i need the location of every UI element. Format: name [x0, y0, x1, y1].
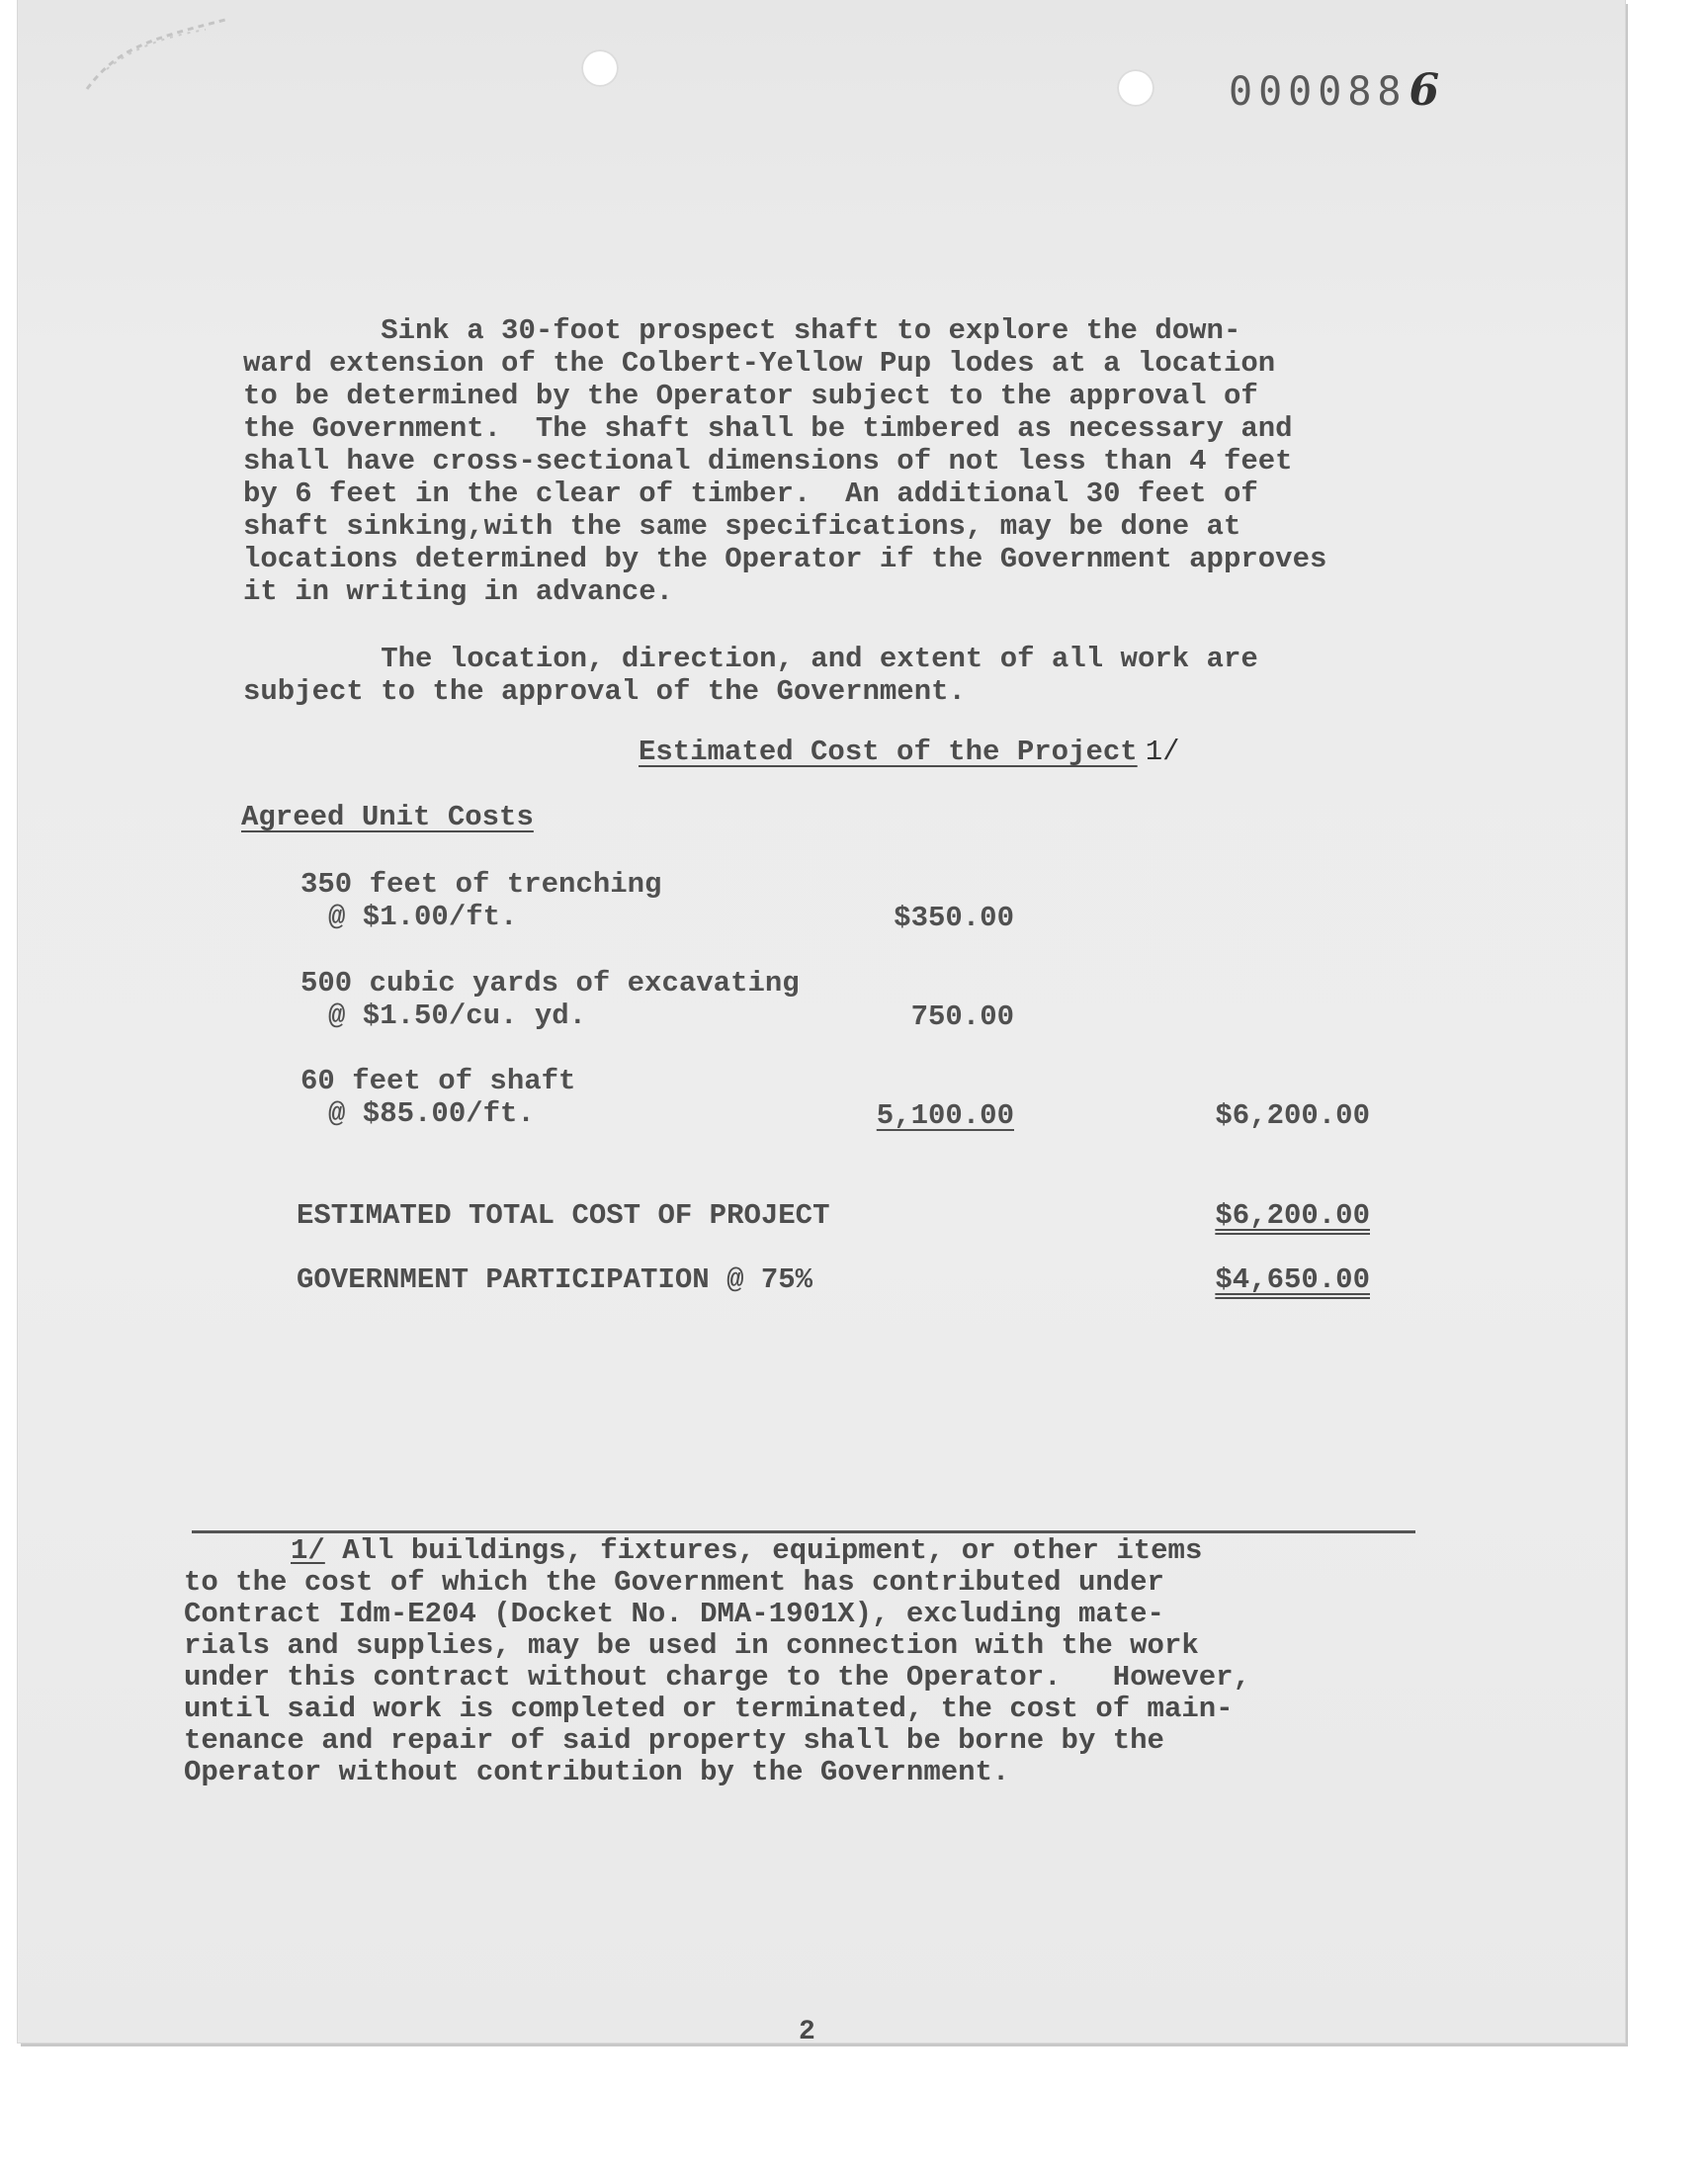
footnote-text: All buildings, fixtures, equipment, or other items [324, 1534, 1203, 1567]
total-cost-value: $6,200.00 [1215, 1199, 1370, 1232]
paragraph-line: by 6 feet in the clear of timber. An additional 30 feet of [243, 478, 1258, 510]
paragraph-line: shaft sinking,with the same specifications, may be done at [243, 510, 1241, 543]
footnote-line: until said work is completed or terminated, the cost of main- [184, 1693, 1234, 1725]
paragraph-line: ward extension of the Colbert-Yellow Pup lodes at a location [243, 347, 1276, 380]
paragraph-line: to be determined by the Operator subject to the approval of [243, 380, 1258, 412]
paragraph-line: The location, direction, and extent of all work are [243, 643, 1258, 675]
punch-hole-right [1117, 69, 1154, 107]
cost-item-excavating [300, 967, 800, 1032]
cost-item-trenching [300, 868, 661, 933]
paragraph-line: locations determined by the Operator if the Government approves [243, 543, 1327, 575]
footnote-line: tenance and repair of said property shall be borne by the [184, 1724, 1164, 1757]
unit-costs-subtotal: $6,200.00 [1215, 1099, 1370, 1132]
document-stamp-number [1229, 65, 1439, 116]
cost-heading-footnote-ref: 1/ [1145, 736, 1180, 768]
item-rate: @ $1.00/ft. [328, 901, 518, 933]
stamp-handwritten-digit: 6 [1409, 65, 1440, 116]
document-page [18, 0, 1625, 2047]
paragraph-approval [243, 643, 1548, 708]
footnote-line [184, 1535, 1469, 1567]
footnote-divider [192, 1530, 1415, 1533]
paragraph-line: shall have cross-sectional dimensions of not less than 4 feet [243, 445, 1293, 478]
paragraph-shaft-description [243, 314, 1548, 608]
item-amount-trenching: $350.00 [894, 902, 1014, 934]
government-participation-value: $4,650.00 [1215, 1263, 1370, 1296]
page-number: 2 [799, 2017, 815, 2047]
paragraph-line: the Government. The shaft shall be timbered as necessary and [243, 412, 1293, 445]
total-cost-label: ESTIMATED TOTAL COST OF PROJECT [297, 1199, 830, 1232]
paragraph-line: subject to the approval of the Government. [243, 675, 966, 708]
item-amount-excavating: 750.00 [910, 1000, 1014, 1033]
footnote-line: to the cost of which the Government has contributed under [184, 1566, 1164, 1599]
paragraph-line: Sink a 30-foot prospect shaft to explore the down- [243, 314, 1241, 347]
paragraph-line: it in writing in advance. [243, 575, 674, 608]
item-rate: @ $1.50/cu. yd. [328, 1000, 587, 1032]
stamp-number: 000088 [1229, 69, 1408, 115]
footnote-mark: 1/ [291, 1534, 325, 1567]
footnote [184, 1535, 1469, 1788]
footnote-line: rials and supplies, may be used in connection with the work [184, 1629, 1199, 1662]
punch-hole-left [581, 49, 619, 87]
government-participation-label: GOVERNMENT PARTICIPATION @ 75% [297, 1263, 813, 1296]
item-amount-shaft: 5,100.00 [876, 1099, 1014, 1132]
footnote-line: under this contract without charge to the Operator. However, [184, 1661, 1250, 1694]
item-description: 500 cubic yards of excavating [300, 967, 800, 1000]
footnote-line: Operator without contribution by the Government. [184, 1756, 1010, 1788]
cost-item-shaft [300, 1065, 575, 1130]
cost-heading [639, 736, 1180, 768]
cost-heading-title: Estimated Cost of the Project [639, 736, 1138, 768]
item-rate: @ $85.00/ft. [328, 1097, 535, 1130]
unit-costs-heading: Agreed Unit Costs [241, 801, 534, 833]
item-description: 60 feet of shaft [300, 1065, 576, 1097]
corner-smudge-mark [77, 10, 245, 99]
item-description: 350 feet of trenching [300, 868, 662, 901]
footnote-line: Contract Idm-E204 (Docket No. DMA-1901X), excluding mate- [184, 1598, 1164, 1630]
